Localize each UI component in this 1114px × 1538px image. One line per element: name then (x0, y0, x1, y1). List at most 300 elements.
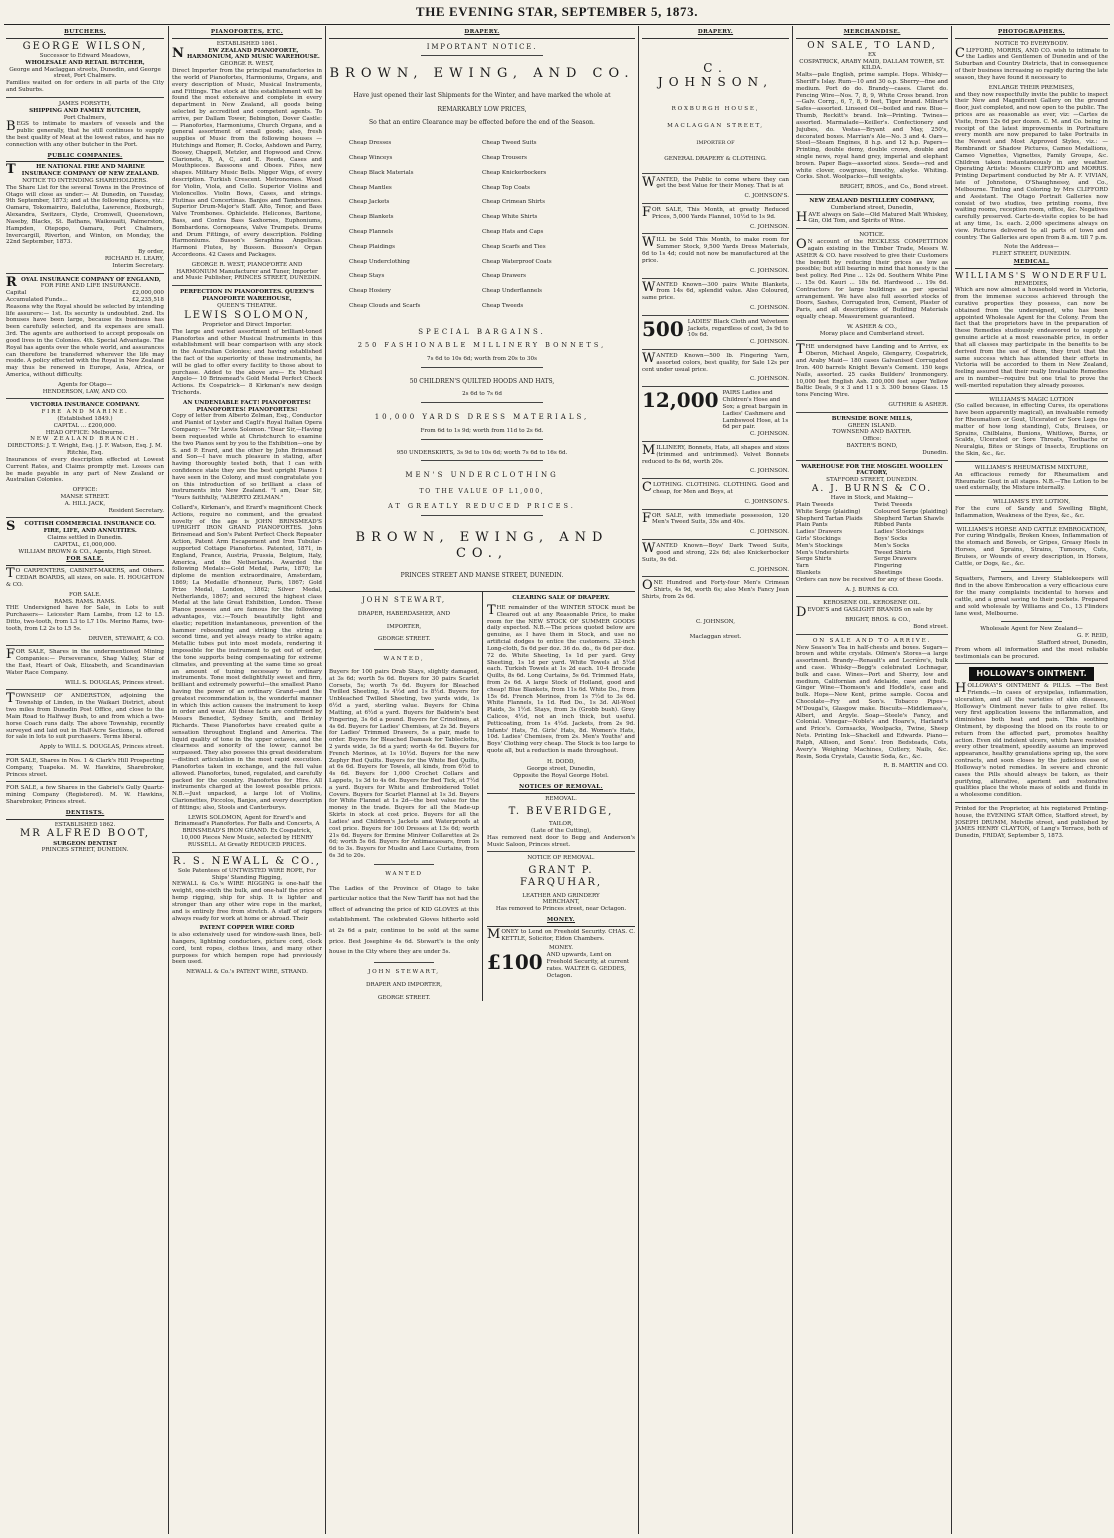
advert-title: AN UNDENIABLE FACT! PIANOFORTES! PIANOFORTES! PIANOFORTES! (183, 399, 311, 413)
big-number: 12,000 (642, 388, 719, 413)
cheap-goods-item: Cheap Flannels (349, 229, 394, 236)
advert-title: TO THE VALUE OF L1,000, (419, 487, 545, 495)
cheap-goods-item: Cheap Tweed Suits (482, 140, 537, 147)
advert-title: THE NATIONAL FIRE AND MARINE INSURANCE COMPANY OF NEW ZEALAND. (6, 162, 159, 178)
divider (421, 367, 543, 368)
divider (6, 273, 164, 274)
advert-text: HAVE always on Sale—Old Matured Malt Whiskey, Gin, Old Tom, and Spirits of Wine. (796, 209, 948, 225)
advert-title: FOR SALE. (69, 591, 101, 598)
section-heading: DENTISTS. (6, 809, 164, 820)
advert-text: ON account of the RECKLESS COMPETITION again existing in the Timber Trade, Messrs W. ASHER & CO. have resolved to give their Customers the benefit by reducing their prices as low as possible; but still bearing in mind that honesty is the best policy. Red Pine ... 12s 0d. Southern White Pine ... 15s 0d. Kauri ... 18s 6d. Hardwood ... 19s 6d. Contractors for large buildings as per special arrangement. We have also full assorted stocks of Doors, Sashes, Corrugated Iron, Cement, Plaster of Paris, and all descriptions of Building Materials equally cheap. Measurement guaranteed. (796, 237, 948, 321)
divider (955, 461, 1108, 462)
advert-text: LADIES' Black Cloth and Velveteen Jackets, regardless of cost, 3s 9d to 10s 6d. (687, 318, 789, 339)
advert-title: A. J. BURNS & CO. (811, 484, 933, 495)
cheap-goods-right (482, 140, 615, 318)
advert-title: FIRE, LIFE, AND ANNUITIES. (43, 528, 137, 535)
advert-title: STAFFORD STREET, DUNEDIN. (826, 477, 918, 484)
cheap-goods-item: Cheap Underflannels (482, 288, 543, 295)
cheap-goods-item: Cheap Trousers (482, 154, 527, 161)
divider (796, 340, 948, 341)
divider (421, 55, 543, 56)
advert-title: RAMS. RAMS. RAMS. (54, 598, 116, 605)
advert-title: ROYAL INSURANCE COMPANY OF ENGLAND, (6, 274, 161, 290)
advert-signature: BRIGHT, BROS., and Co., Bond street. (839, 184, 948, 191)
divider (374, 864, 434, 865)
advert-signature: C. JOHNSON'S. (744, 498, 789, 505)
advert-text: Has removed to Princes street, near Octagon. (495, 906, 627, 913)
cheap-goods-item: Cheap Jackets (349, 199, 390, 206)
advert-text: is also extensively used for window-sash lines, bell-hangers, lightning conductors, picture cord, clock cord, tent ropes, clothes lines, and many other purposes for which hempen rope had previously been used. (172, 932, 322, 966)
advert-text: Squatters, Farmers, and Livery Stablekeepers will find in the above Embrocation a very efficacious cure for the many complaints incidental to horses and cattle, and a great saving to their pockets. Prepared and sold wholesale by Williams and Co., 13 Flinders lane west, Melbourne. (955, 576, 1108, 617)
advert-text: PAIRS Ladies and Children's Hose and Sox; a great bargain in Ladies' Cashmere and Lambswool Hose, at 1s 6d per pair. (722, 390, 789, 431)
advert-title: WILLIAMS'S MAGIC LOTION (989, 396, 1074, 403)
advert-title: MACLAGGAN STREET, (667, 122, 764, 129)
cheap-goods-item: Cheap Hats and Caps (482, 229, 544, 236)
woollen-goods-item: Shepherd Tartan Shawls (874, 515, 944, 522)
advert-signature: HENDERSON, LAW, AND CO. (42, 388, 128, 395)
advert-title: FOR FIRE AND LIFE INSURANCE. (40, 283, 142, 290)
divider (6, 645, 164, 646)
divider (642, 203, 789, 204)
funds-value: £2,235,518 (131, 297, 164, 303)
advert-text: PRINCES STREET, DUNEDIN. (41, 847, 129, 854)
cheap-goods-item: Cheap Hosiery (349, 288, 391, 295)
woollen-goods-item: Boys' Socks (874, 535, 908, 542)
cheap-goods-item: Cheap White Shirts (482, 214, 538, 221)
advert-signature: LEWIS SOLOMON, Agent for Erard's and Brinsmead's Pianofortes. For Balls and Concerts, A BRINSMEAD'S IRON GRAND. Ex Cospatrick, 10,000 Pieces New Music, selected by HENRY RUSSELL. At Greatly REDUCED PRICES. (174, 814, 320, 848)
cheap-goods-item: Cheap Dresses (349, 140, 392, 147)
advert-title: WANTED (385, 870, 423, 877)
divider (374, 649, 434, 650)
advert-signature: GUTHRIE & ASHER. (888, 401, 948, 408)
column-rule (168, 26, 169, 1534)
advert-title: REMARKABLY LOW PRICES, (437, 105, 527, 113)
advert-title: ON SALE, TO LAND, (807, 40, 937, 51)
woollen-goods-left (796, 502, 870, 577)
woollen-goods-item: Blankets (796, 570, 821, 576)
advert-signature: DRAPER AND IMPORTER, (366, 981, 442, 988)
advert-title: AT GREATLY REDUCED PRICES. (388, 502, 576, 511)
divider (796, 460, 948, 461)
advert-title: GEORGE WILSON, (22, 40, 148, 52)
advert-text: George street, Dunedin, (526, 765, 596, 772)
capital-label: Capital (6, 290, 27, 297)
cheap-goods-item: Cheap Tweeds (482, 303, 524, 310)
advert-title: 10,000 YARDS DRESS MATERIALS, (374, 413, 590, 422)
woollen-goods-item: Men's Socks (874, 542, 910, 549)
advert-title: 50 CHILDREN'S QUILTED HOODS AND HATS, (409, 378, 555, 386)
advert-title: REMOVAL. (545, 796, 577, 803)
advert-title: ON SALE AND TO ARRIVE. (812, 637, 932, 644)
cheap-goods-item: Cheap Top Coats (482, 184, 531, 191)
advert-title: NOTICE. (859, 232, 885, 239)
advert-title: LEATHER AND GRINDERY (522, 892, 600, 899)
divider (955, 495, 1108, 496)
advert-text: ESTABLISHED 1861. (216, 40, 278, 47)
holloway-banner: HOLLOWAY'S OINTMENT. (969, 667, 1094, 681)
advert-title: MR ALFRED BOOT, (19, 828, 151, 840)
advert-signature: C. JOHNSON. (750, 431, 789, 438)
cheap-goods-list (329, 140, 635, 318)
divider (421, 402, 543, 403)
divider (642, 386, 789, 387)
divider (487, 851, 635, 852)
advert-title: NEW ZEALAND BRANCH. (30, 436, 140, 443)
divider (6, 689, 164, 690)
advert-text: Port Chalmers, (63, 114, 107, 121)
advert-text: BEGS to intimate to masters of vessels and the public generally, that he still continues to supply the best quality of Meat at the lowest rates, and has no connection with any other butcher in the Port. (6, 119, 164, 148)
advert-text: MONEY to Lend on Freehold Security. CHAS. C. KETTLE, Solicitor, Eldon Chambers. (487, 926, 635, 942)
divider (955, 802, 1108, 803)
advert-signature: R. B. MARTIN and CO. (883, 763, 948, 770)
woollen-goods-item: Yarn (796, 563, 809, 570)
advert-title: MONEY. (548, 945, 574, 952)
column-johnson (642, 28, 789, 1532)
advert-text: FOR SALE, Shares in Nos. 1 & Clark's Hill Prospecting Company, Tuapeka. M. W. Hawkins, Sharebroker, Princes street. (6, 757, 164, 778)
cheap-goods-item: Cheap Underclothing (349, 258, 410, 265)
advert-signature: Apply to WILL S. DOUGLAS, Princes street. (39, 744, 164, 751)
divider (421, 515, 543, 516)
cheap-goods-item: Cheap Black Materials (349, 169, 414, 176)
advert-title: KEROSENE OIL. KEROSENE OIL. (823, 600, 921, 607)
advert-text: 7s 6d to 10s 6d; worth from 20s to 30s (427, 356, 537, 363)
advert-title: SCOTTISH COMMERCIAL INSURANCE CO. (6, 519, 156, 535)
advert-text: THE remainder of the WINTER STOCK must be Cleared out at any Reasonable Price, to make room for the NEW STOCK OF SUMMER GOODS daily expected. N.B.—The prices quoted below are genuine, as I have them in Stock, and use no artificial dodges to entice the customers. 32-inch Long-cloth, 5s 6d per doz. 36 do. do., 6s 6d per doz. 72 do. White Sheeting, 1s 1d per yard. Grey Sheeting, 1s 1d per yard. White Towels at 5½d each. Turkish Towels at 1s 2d each. 10-4 Brocade Quilts, 8s 6d. Long Curtains, 5s 6d. Trimmed Hats, from 2s 6d. A large Stock of Holland, good and cheap! Blue Blankets, from 11s 6d. White Do., from 15s 6d. French Merinos, from 1s 7½d to 3s 6d. White Flannels, 1s 1d. Red Do., 1s 3d. All-Wool Plaids, 3s 1½d. Stays, from 3s (Grobb bush). Grey Calicos, 4½d, not an inch thick, but useful. Petticoating, from 1s 4½d. Jackets, from 2s 9d. Infants' Hats, 7d. Girls' Hats, 8d. Women's Hats, 10d. Ladies' Chemises, from 2s. Men's Youths' and Boys' Clothing very cheap. The Stock is too large to quote all, but a reduction is made throughout. (487, 603, 635, 755)
cheap-goods-left (349, 140, 482, 318)
advert-signature: C. JOHNSON'S. (744, 193, 789, 200)
advert-text: GEORGE STREET. (377, 636, 431, 643)
woollen-goods-item: Tweed Shirts (874, 549, 912, 556)
advert-title: MERCHANT, (542, 899, 580, 906)
firm-name: C. JOHNSON, (657, 60, 774, 90)
advert-text: So that an entire Clearance may be effected before the end of the Season. (369, 118, 595, 126)
advert-signature: Resident Secretary. (108, 507, 164, 514)
advert-text: Orders can now be received for any of these Goods. (796, 576, 944, 583)
advert-text: The Ladies of the Province of Otago to take particular notice that the New Tariff has not had the effect of advancing the price of KID GLOVES at this establishment. The celebrated Gloves hitherto sold at 2s 6d a pair, continue to be sold at the same price. Best Josephine 4s 6d. Stewart's is the only house in the City where they are under 5s. (329, 885, 479, 956)
advert-text: PRINCES STREET AND MANSE STREET, DUNEDIN. (400, 571, 564, 579)
advert-text: FOR SALE, Shares in the undermentioned Mining Companies:— Perseverance, Shag Valley, Star of the East, Heart of Oak, Elizabeth, and Scandinavian Water Race Company. (6, 647, 164, 676)
advert-title: NOTICE TO INTENDING SHAREHOLDERS. (22, 178, 148, 184)
advert-title: R. S. NEWALL & CO., (173, 855, 321, 867)
advert-title: IMPORTER, (386, 623, 422, 630)
advert-text: FOR SALE, with immediate possession, 120 Men's Tweed Suits, 35s and 40s. (642, 510, 789, 526)
advert-text: Reasons why the Royal should be selected by intending life assurers:— 1st. Its security is undoubted. 2nd. Its bonuses have been large, because its business has been carefully selected, and its expenses are small. 3rd. The agents are authorised to accept proposals on good lives in the Colonies. 4th. Special Advantage. The Royal has agents over the whole world, and assurances can therefore be transferred wherever the life may reside. A policy effected with the Royal in New Zealand may thus be renewed in Europe, Asia, Africa, or America, without difficulty. (6, 303, 164, 378)
divider (642, 315, 789, 316)
advert-signature: C. JOHNSON. (750, 468, 789, 475)
big-number: 500 (642, 316, 684, 341)
money-amount: £100 (487, 950, 543, 975)
woollen-goods-item: Sheetings (874, 570, 903, 576)
advert-title: GRANT P. FARQUHAR, (519, 865, 603, 889)
advert-title: COSPATRICK, ARABY MAID, DALLAM TOWER, ST. KILDA. (799, 58, 945, 72)
advert-text: Sole Patentees of UNTWISTED WIRE ROPE, For Ships' Standing Rigging, (178, 867, 316, 881)
advert-signature: GEORGE R. WEST, PIANOFORTE AND HARMONIUM Manufacturer and Tuner, Importer and Music Publisher, PRINCES STREET, DUNEDIN. (173, 261, 321, 282)
advert-text: Claims settled in Dunedin. (47, 535, 123, 541)
advert-text: TOWNSHIP OF ANDERSTON, adjoining the Township of Linden, in the Waikari District, about two miles from Dunedin Post Office, and close to the Main Road to Halfway Bush, to and from which a two-horse Coach runs daily. The above Township, recently surveyed and laid out in Half-Acre Sections, is offered for sale in lots to suit purchasers. Terms liberal. (6, 691, 164, 741)
woollen-goods-right (874, 502, 948, 577)
divider (796, 228, 948, 229)
advert-title: NEW ZEALAND DISTILLERY COMPANY, (809, 198, 935, 205)
capital-value: £2,000,000 (131, 290, 164, 297)
advert-text: WANTED Known—Boys' Dark Tweed Suits, good and strong, 22s 6d; also Knickerbocker Suits, 9s 6d. (642, 541, 789, 563)
money-advert (487, 952, 635, 979)
advert-text: Proprietor and Direct Importer. (202, 321, 292, 328)
woollen-goods-item: Plain Tweeds (796, 501, 834, 508)
advert-text: (Established 1849.) (57, 416, 113, 422)
advert-title: BAXTER'S BOND, (846, 443, 898, 450)
advert-signature: C. JOHNSON, (696, 618, 735, 625)
advert-text: Which are now almost a household word in Victoria, from the immense success achieved through the curative properties they possess, can now be obtained from the undersigned, who has been appointed Wholesale Agent for the Colony. From the fact that the proprietors have in the preparation of these Remedies studiously endeavored to supply a genuine article at a most reasonable price, in order that all classes may participate in the benefits to be derived from the use of them, they trust that the same success which has attended their efforts in Victoria will be accorded to them in New Zealand, feeling assured that their really Invaluable Remedies are in number—require but one trial to prove the well-merited reputation they already possess. (955, 287, 1108, 389)
section-heading: PHOTOGRAPHERS. (955, 28, 1108, 39)
advert-text: 2s 6d to 7s 6d (462, 391, 502, 398)
advert-signature: W. ASHER & CO., (846, 323, 897, 330)
advert-title: BURNSIDE BONE MILLS, (831, 415, 913, 422)
advert-title: LEWIS SOLOMON, (184, 309, 310, 321)
advert-signature: C. JOHNSON. (750, 223, 789, 230)
funds-label: Accumulated Funds... (6, 297, 68, 303)
advert-text: FOR SALE, a few Shares in the Gabriel's Gully Quartz-mining Company (Registered). M. W. Hawkins, Sharebroker, Princes street. (6, 785, 164, 805)
advert-title: ENLARGE THEIR PREMISES, (988, 84, 1075, 91)
column-rule (325, 26, 326, 1534)
masthead-rule (4, 24, 1110, 25)
advert-text: Malts—pale English, prime sample. Hops. Whisky—Sheriff's Islay. Rum—10 and 30 o.p. Sherry—fine and medium. Port do do. Brandy—cases. Claret do. Fencing Wire—Nos. 7, 8, 9, White Cross brand. Iron—Galv. Corrg., 6, 7, 8, 9 feet, Tiger brand. Milner's Safes—assorted. Linseed Oil—boiled and raw. Blue—Thumb, Reckitt's brand. Ink—Printing. Twines—assorted. Marmalade—Keiller's. Confectionery and Jujubes, do. Vestas—Bryant and May, 250's, decorated boxes. Marrian's Ale—No. 3 and 4. Oars—Steel—Steam Engines, 8 h.p. and 12 h.p. Papers—Printing, double demy, double crown, double and single news, royal hand grey, imperial and elephant brown. Paper Bags—assorted sizes. Seeds—red and white clover, cowgrass, timothy, alsyke. Whiting. Corks. Shot. Woolpacks—full weights. (796, 72, 948, 181)
woollen-goods-item: Girls' Stockings (796, 535, 841, 542)
advert-text: THE Undersigned have for Sale, in Lots to suit Purchasers— Leicester Ram Lambs, from L2 to L5. Ditto, two-tooth, from L3 to L7 10s. Merino Rams, two-tooth, from L2 2s to L5 5s. (6, 605, 164, 632)
advert-text: Families waited on for orders in all parts of the City and Suburbs. (6, 80, 164, 94)
divider (642, 539, 789, 540)
advert-title: WHOLESALE AND RETAIL BUTCHER, (25, 59, 145, 66)
advert-title: IMPORTANT NOTICE. (426, 42, 538, 51)
firm-name: BROWN, EWING, AND CO. (329, 66, 635, 82)
cheap-goods-item: Cheap Crimean Shirts (482, 199, 545, 206)
divider (955, 663, 1108, 664)
advert-text: WANTED Known—300 pairs White Blankets, from 14s 6d, splendid value. Also Coloured, same price. (642, 279, 789, 302)
advert-text: Insurances of every description effected at Lowest Current Rates, and Claims promptly met. Losses can be made payable in any part of New Zealand or Australian Colonies. (6, 456, 164, 484)
advert-text: New Season's Tea in half-chests and boxes. Sugars—brown and white crystals. Oilmen's Stores—a large assortment. Brandy—Renault's and Lecrière's, bulk and case. Whisky—Begg's celebrated Lochnagar, bulk and case. Wines—Port and Sherry, low and medium, Californian and Adelaide, case and bulk. Ginger Wine—Thomson's and Hoddle's, case and bulk. Hops—New Kent, prime sample. Cocoa and Chocolate—Fry and Son's. Tobacco Pipes—M'Dougal's, Glasgow make. Biscuits—Middlemass's, Albert, and Argyle. Soap—Steele's Fancy, and Colonial. Vinegar—Noble's and Hoare's, Harland's and Price's. Cornsacks, Woolpacks, Twine, Sheep Nets. Printing Ink—Shackell and Edwards. Piano—Ralph, Allison, and Sons'. Iron Bedsteads, Cots, Avery's Weighing Machines, Cutlery, Nails, &c. Resin, Soda Crystals, Caustic Soda, &c., &c. (796, 644, 948, 760)
divider (6, 517, 164, 518)
advert-text: CLOTHING. CLOTHING. CLOTHING. Good and cheap, for Men and Boys, at (642, 480, 789, 496)
hose-advert (642, 390, 789, 431)
advert-text: Direct Importer from the principal manufactories in the world of Pianofortes, Harmoniums, Organs, and every description of Music, Musical Instruments, and Fittings. The stock at this establishment will be found the most extensive and complete in every department in New Zealand, all goods being selected by accredited and competent agents. To arrive, per Dallam Tower, Bebington, Dover Castle:— Pianofortes, Harmoniums, Church Organs, and a general assortment of small goods; also, fresh supplies of Music from the following houses — Hutchings and Romer, R. Cocks, Ashdown and Parry, Boosey, Chappell, Metzler, and Hopwood and Crew. Clarionets, B, A, C, and E. Reeds, Cases and Mouthpieces. Bassoons and Oboes. Fifes, new shapes. Military Music Bells. Nigger Wigs, of every description. Turkish Crescent. Metronomes. Wood for Violin, Viola, and Cello. Superior Violins and Violoncellos. Violin Bows, Cases, and strings. Flutinas and Concertinas. Banjos and Tambourines. Superior Drum-Major's Staff. Alto, Tenor, and Bass Valve Trombones. Ophicleide. Helicones, Baritone, Bass, and Contra Bass Saxhornes, Euphoniums, Bombardons. Cornopeans, Valve Trumpets. Drums and Drum Fittings, of every description. Folding Harmoniums. Busson's Seraphina Angelicas. Harmoni Flutes, by Busson. Busson's Organ Accordeons. 42 Cases and Packages. (172, 68, 322, 258)
advert-title: SHIPPING AND FAMILY BUTCHER, (29, 107, 141, 114)
advert-text: (So called because, in effecting Cures, its operations have been apparently magical), an invaluable remedy for Rheumatism or Gout, Ulcerated or Sore Legs (no matter of how long standing), Cuts, Bruises, or Sprains, Chilblains, Bunions, Whitlows, Burns, or Scalds, Ulcerated or Sore Throats, Toothache or Neuralgia, Bites or Stings of Insects, Eruptions on the Skin, &c., &c. (955, 403, 1108, 458)
advert-signature: NEWALL & Co.'s PATENT WIRE, STRAND. (186, 969, 308, 976)
advert-text: Have in Stock, and Making— (830, 495, 914, 502)
advert-text: Successor to Edward Meadows, (39, 53, 131, 59)
advert-text: FOR SALE, This Month, at greatly Reduced Prices, 5,000 Yards Flannel, 10½d to 1s 9d. (642, 205, 789, 221)
advert-signature: WILLIAM BROWN & CO., Agents, High Street. (18, 548, 152, 555)
section-heading: DRAPERY. (642, 28, 789, 39)
divider (642, 173, 789, 174)
advert-text: (Late of the Cutting), (530, 827, 592, 834)
advert-signature: A. J. BURNS & CO. (845, 586, 899, 593)
advert-text: CLIFFORD, MORRIS, AND CO. wish to intimate to the Ladies and Gentlemen of Dunedin and of the Suburban and Country Districts, that in consequence of their business increasing so rapidly during the late season, they have found it necessary to (955, 45, 1108, 81)
advert-text: The large and varied assortment of brilliant-toned Pianofortes and other Musical Instruments in this establishment will bear comparison with any stock in the Australian Colonies; and having established the fact of the superiority of these instruments, he will be glad to offer every facility to those about to purchase. Added to the above are— Ex Michael Angelo— 10 Brinsmead's Gold Medal Perfect Check Actions. Ex Cospatrick— 8 Kirkman's new design Trichords. (172, 328, 322, 396)
divider (642, 509, 789, 510)
advert-signature: FLEET STREET, DUNEDIN. (992, 251, 1071, 258)
advert-title: NEW ZEALAND PIANOFORTE, HARMONIUM, AND MUSIC WAREHOUSE. (172, 45, 320, 61)
advert-signature: GEORGE STREET. (377, 994, 431, 1001)
advert-signature: C. JOHNSON. (750, 267, 789, 274)
divider (6, 754, 164, 755)
divider (172, 852, 322, 853)
advert-text: An efficacious remedy for Rheumatism and Rheumatic Gout in all stages. N.B.—The Lotion to be used externally, the Mixture internally. (955, 471, 1108, 492)
advert-title: PATENT COPPER WIRE CORD (199, 925, 295, 932)
cheap-goods-item: Cheap Stays (349, 273, 385, 280)
advert-text: HEAD OFFICE: Melbourne. (45, 429, 125, 436)
advert-title: CLEARING SALE OF DRAPERY. (512, 595, 610, 602)
advert-title: NOTICE TO EVERYBODY. (994, 40, 1069, 47)
advert-text: From whom all information and the most reliable testimonials can be procured. (955, 646, 1108, 660)
advert-title: VICTORIA INSURANCE COMPANY. (30, 402, 140, 409)
advert-text: WILL be Sold This Month, to make room for Summer Stock, 9,500 Yards Dress Materials, 6d to 1s 4d; could not now be manufactured at the price. (642, 235, 789, 264)
cheap-goods-item: Cheap Mantles (349, 184, 392, 191)
divider (421, 460, 543, 461)
advert-text: IMPORTER OF (696, 139, 735, 146)
woollen-goods-item: Ladies' Stockings (874, 529, 924, 536)
advert-text: Office: (862, 436, 882, 443)
advert-signature: RICHARD H. LEARY, (104, 255, 164, 262)
column-photographers (955, 28, 1108, 1532)
column-rule (951, 26, 952, 1534)
advert-text: ONE Hundred and Forty-four Men's Crimean Shirts, 4s 9d, worth 6s; also Men's Fancy Jean Shirts, from 2s 6d. (642, 578, 789, 600)
advert-title: PERFECTION IN PIANOFORTES. QUEEN'S PIANOFORTE WAREHOUSE, (179, 289, 315, 303)
advert-text: CAPITAL ... £200,000. (53, 422, 117, 429)
advert-title: TAILOR, (549, 821, 573, 828)
divider (796, 596, 948, 597)
advert-text: Note the Address— (1003, 244, 1060, 251)
advert-signature: Interim Secretary. (112, 262, 164, 269)
advert-text: TO CARPENTERS, CABINET-MAKERS, and Others. CEDAR BOARDS, all sizes, on sale. H. HOUGHTON & CO. (6, 566, 164, 588)
advert-text: DEVOE'S and GASLIGHT BRANDS on sale by (796, 605, 933, 621)
woollen-goods-item: Men's Undershirts (796, 549, 849, 556)
woollen-goods-item: Men's Stockings (796, 542, 843, 549)
advert-signature: C. JOHNSON. (750, 339, 789, 346)
column-drapery-main (329, 28, 635, 1532)
cheap-goods-item: Cheap Waterproof Coats (482, 258, 552, 265)
advert-text: Maclaggan street. (689, 633, 742, 640)
advert-text: OFFICE: (72, 487, 98, 494)
dodd-and-removals (487, 592, 635, 1001)
section-heading: MERCHANDISE. (796, 28, 948, 39)
advert-text: George and Maclaggan streets, Dunedin, and George street, Port Chalmers. (9, 66, 161, 80)
advert-title: GEORGE R. WEST, (220, 61, 274, 68)
advert-text: QUEEN'S THEATRE. (217, 302, 277, 309)
divider (642, 478, 789, 479)
advert-signature: G. F. REID, (1077, 633, 1108, 640)
advert-title: JAMES FORSYTH, (58, 100, 112, 107)
advert-title: WAREHOUSE FOR THE MOSGIEL WOOLLEN FACTORY, (801, 463, 943, 477)
divider (6, 398, 164, 399)
advert-signature: H. DODD, (546, 758, 576, 765)
advert-text: For curing Windgalls, Broken Knees, Inflammation of the stomach and Bowels, or Gripes, Greasy Heels in Horses, and Sprains, Strains, Tumours, Cuts, Bruises, or Wounds of every description, in Horses, Cattle, or Dogs, &c., &c. (955, 533, 1108, 567)
divider (421, 439, 543, 440)
woollen-goods-item: Serge Drawers (874, 556, 917, 563)
advert-title: GENERAL DRAPERY & CLOTHING. (664, 155, 767, 162)
advert-text: The Share List for the several Towns in the Province of Otago will close as under:— At Dunedin, on Tuesday, 9th September, 1873; and at the following places, viz.: Oamaru, Tokomairiro, Balclutha, Lawrence, Roxburgh, Alexandra, Switzers, Clyde, Cromwell, Queenstown, Naseby, Blacks, St. Bathans, Waikouaiti, Palmerston, Hampden, Otepopo, Oamaru, Port Chalmers, Invercargill, Riverton, and Winton, on Monday, the 22nd September, 1873. (6, 184, 164, 246)
advert-text: EX (867, 51, 877, 58)
advert-signature: C. JOHNSON. (750, 304, 789, 311)
advert-text: Moray place and Cumberland street. (819, 330, 925, 337)
funds-table (6, 297, 164, 304)
advert-text: ESTABLISHED 1862. (54, 821, 116, 828)
advert-text: For the cure of Sandy and Swelling Blight, Inflammation, Weakness of the Eyes, &c., &c. (955, 505, 1108, 519)
advert-text: THE undersigned have Landing and to Arrive, ex Oberon, Michael Angelo, Glengarry, Cospatrick, and Araby Maid— 180 cases Galvanised Corrugated Iron. 400 barrels Knight Bevan's Cement. 150 kegs Nails, assorted. 25 casks Builders' Ironmongery. 10,000 feet English Ash. 200,000 feet super Yellow Baltic Deals, 9 x 3 and 11 x 3. 300 boxes Glass. 15 tons Fencing Wire. (796, 342, 948, 399)
section-heading: MONEY. (487, 916, 635, 927)
cheap-goods-item: Cheap Blankets (349, 214, 394, 221)
advert-title: WILLIAMS'S EYE LOTION, (992, 499, 1071, 506)
divider (642, 278, 789, 279)
advert-title: NOTICE OF REMOVAL. (527, 855, 595, 862)
advert-text: WANTED Known—500 lb. Fingering Yarn, assorted colors, best quality, for Sale 12s per cent under usual price. (642, 351, 789, 373)
advert-title: REMEDIES, (1014, 280, 1049, 287)
advert-title: MEN'S UNDERCLOTHING (405, 471, 559, 480)
woollen-goods-item: White Serge (plaiding) (796, 508, 861, 515)
cheap-goods-item: Cheap Plaidings (349, 243, 395, 250)
lower-drapery (329, 591, 635, 1001)
advert-title: WANTED, (383, 656, 425, 663)
divider (6, 97, 164, 98)
john-stewart-advert (329, 592, 483, 1001)
advert-title: ROXBURGH HOUSE, (671, 106, 760, 113)
masthead: THE EVENING STAR, SEPTEMBER 5, 1873. (415, 4, 699, 19)
advert-signature: By order, (138, 249, 164, 256)
divider (642, 233, 789, 234)
advert-text: Opposite the Royal George Hotel. (513, 772, 609, 779)
divider (796, 412, 948, 413)
advert-signature: C. JOHNSON. (750, 376, 789, 383)
advert-title: DRAPER, HABERDASHER, AND (357, 610, 451, 617)
advert-title: SURGEON DENTIST (53, 840, 117, 847)
divider (172, 285, 322, 286)
divider (1001, 621, 1062, 622)
advert-signature: A. HILL JACK, (64, 500, 106, 507)
advert-text: and they now respectfully invite the public to inspect their New and Magnificent Gallery on the ground floor, just completed, and now open to the public. The prices are as reasonable as ever, viz: —Cartes de Visite, from 12s 6d per dozen. C. M. and Co. being in receipt of the latest improvements in Portraiture every month are now prepared to take Portraits in the Newest and Most Approved Styles, viz.: — Rembrandt or Shadow Pictures, Cameo Medallions, Cameo Vignettes, Vignettes, Family Groups, &c. Children taken instantaneously in any weather. Operating Artists: Messrs CLIFFORD and MORRIS. Printing Department conducted by Mr A. F. VIVIAN, late of Johnstone, O'Shaughnessy, and Co., Melbourne. Tinting and Coloring by Mrs CLIFFORD and Assistant. The Otago Portrait Galleries now consist of two studios, two printing rooms, five waiting rooms, reception room, office, &c. Negatives carefully preserved. Carte-de-visite copies to be had at any time, 1s. each. 2,000 specimens always on view. Pictures delivered to all parts of town and country. The Galleries are open from 8 a.m. till 7 p.m. (955, 91, 1108, 241)
advert-signature: DRIVER, STEWART, & CO. (88, 635, 164, 642)
divider (955, 393, 1108, 394)
divider (1001, 571, 1062, 572)
woollen-goods-item: Ladies' Drawers (796, 529, 843, 536)
advert-text: Stafford street, Dunedin, (1037, 639, 1108, 646)
divider (642, 441, 789, 442)
advert-text: 950 UNDERSKIRTS, 3s 9d to 10s 6d; worth 7s 6d to 16s 6d. (396, 449, 568, 456)
column-pianofortes (172, 28, 322, 1532)
cheap-goods-item: Cheap Drawers (482, 273, 527, 280)
advert-title: JOHN STEWART, (362, 596, 446, 605)
divider (796, 194, 948, 195)
advert-signature: JOHN STEWART, (368, 968, 440, 975)
advert-title: WILLIAMS'S RHEUMATISM MIXTURE, (974, 464, 1089, 471)
jackets-advert (642, 316, 789, 341)
advert-text: Wholesale Agent for New Zealand— (980, 626, 1083, 633)
woollen-goods-item: Serge Shirts (796, 556, 832, 563)
capital-table (6, 290, 164, 297)
cheap-goods-item: Cheap Clouds and Scarfs (349, 303, 421, 310)
woollen-goods-item: Ribbed Pants (874, 522, 912, 529)
section-heading: PUBLIC COMPANIES. (6, 152, 164, 163)
advert-text: Have just opened their last Shipments for the Winter, and have marked the whole at (353, 92, 611, 100)
advert-signature: C. JOHNSON. (750, 566, 789, 573)
advert-title: TOWNSEND AND BAXTER. (832, 429, 912, 436)
advert-text: Copy of letter from Alberto Zelman, Esq., Conductor and Pianist of Lyster and Cagli's Royal Italian Opera Company:— "Mr Lewis Solomon. "Dear Sir,—Having been requested while at Christchurch to examine the two Pianos sent by you to the Exhibition—one by S. and P. Erard, and the other by John Brinsmead and Son—I have much pleasure in stating, after having thoroughly tested both, that I can with confidence state they are the best upright Pianos I have seen in the Colony, and must congratulate you on this introduction of so brilliant a class of instruments into New Zealand. "I am, Dear Sir, "Yours faithfully, "ALBERTO ZELMAN." (172, 413, 322, 502)
advert-text: Buyers for 100 pairs Drab Stays, slightly damaged, at 3s 6d; worth 5s 6d. Buyers for 30 pairs Scarlet Corsets, 5s; worth 7s 6d. Buyers for Bleached Twilled Sheeting, 1s 4½d and 1s 8½d. Buyers for Unbleached Twilled Sheeting, two yards wide, 1s 6½d a yard, sterling value. Buyers for China Matting, at 6½d a yard. Buyers for Baldwin's best Fingering, 3s 6d a pound. Buyers for Crinolines, at 4s 6d. Buyers for Ladies' Chemises, at 2s 3d. Buyers for Ladies' Trimmed Drawers, 5s a pair, made to order. Buyers for Bleached Damask for Tablecloths, 2 yards wide, 3s 6d a yard; worth 4s 6d. Buyers for French Merinos, at 1s 10½d. Buyers for the new Zephyr Red Quilts. Buyers for the White Bed Quilts, at 6s 6d. Buyers for Towels, all kinds, from 6½d to 4s 6d. Buyers for 1,000 Crochet Collars and Lappets, 1s 3d to 4s 6d. Buyers for Bed Tick, at 7½d a yard. Buyers for White and Embroidered Toilet Covers. Buyers for Scarlet Flannel at 1s 3d. Buyers for White Flannel at 1s 2d—the best value for the money in the trade. Buyers for all the Made-up Skirts in stock at cost price. Buyers for all the Ladies' and Children's Jackets and Waterproofs at cost price. Buyers for 100 Dresses at 13s 6d; worth 21s 6d. Buyers for Ermine Miniver Collarettes at 2s 6d; worth 5s 6d. Buyers for Antimacassars, from 1s 6d to 3s. Buyers for Muslin and Lace Curtains, from 6s 3d to 20s. (329, 669, 479, 859)
advert-title: SPECIAL BARGAINS. (418, 327, 546, 336)
section-heading: MEDICAL. (955, 258, 1108, 269)
woollen-goods-list (796, 502, 948, 577)
advert-text: Cumberland street, Dunedin, (830, 204, 914, 211)
cheap-goods-item: Cheap Scarfs and Ties (482, 243, 546, 250)
column-merchandise (796, 28, 948, 1532)
